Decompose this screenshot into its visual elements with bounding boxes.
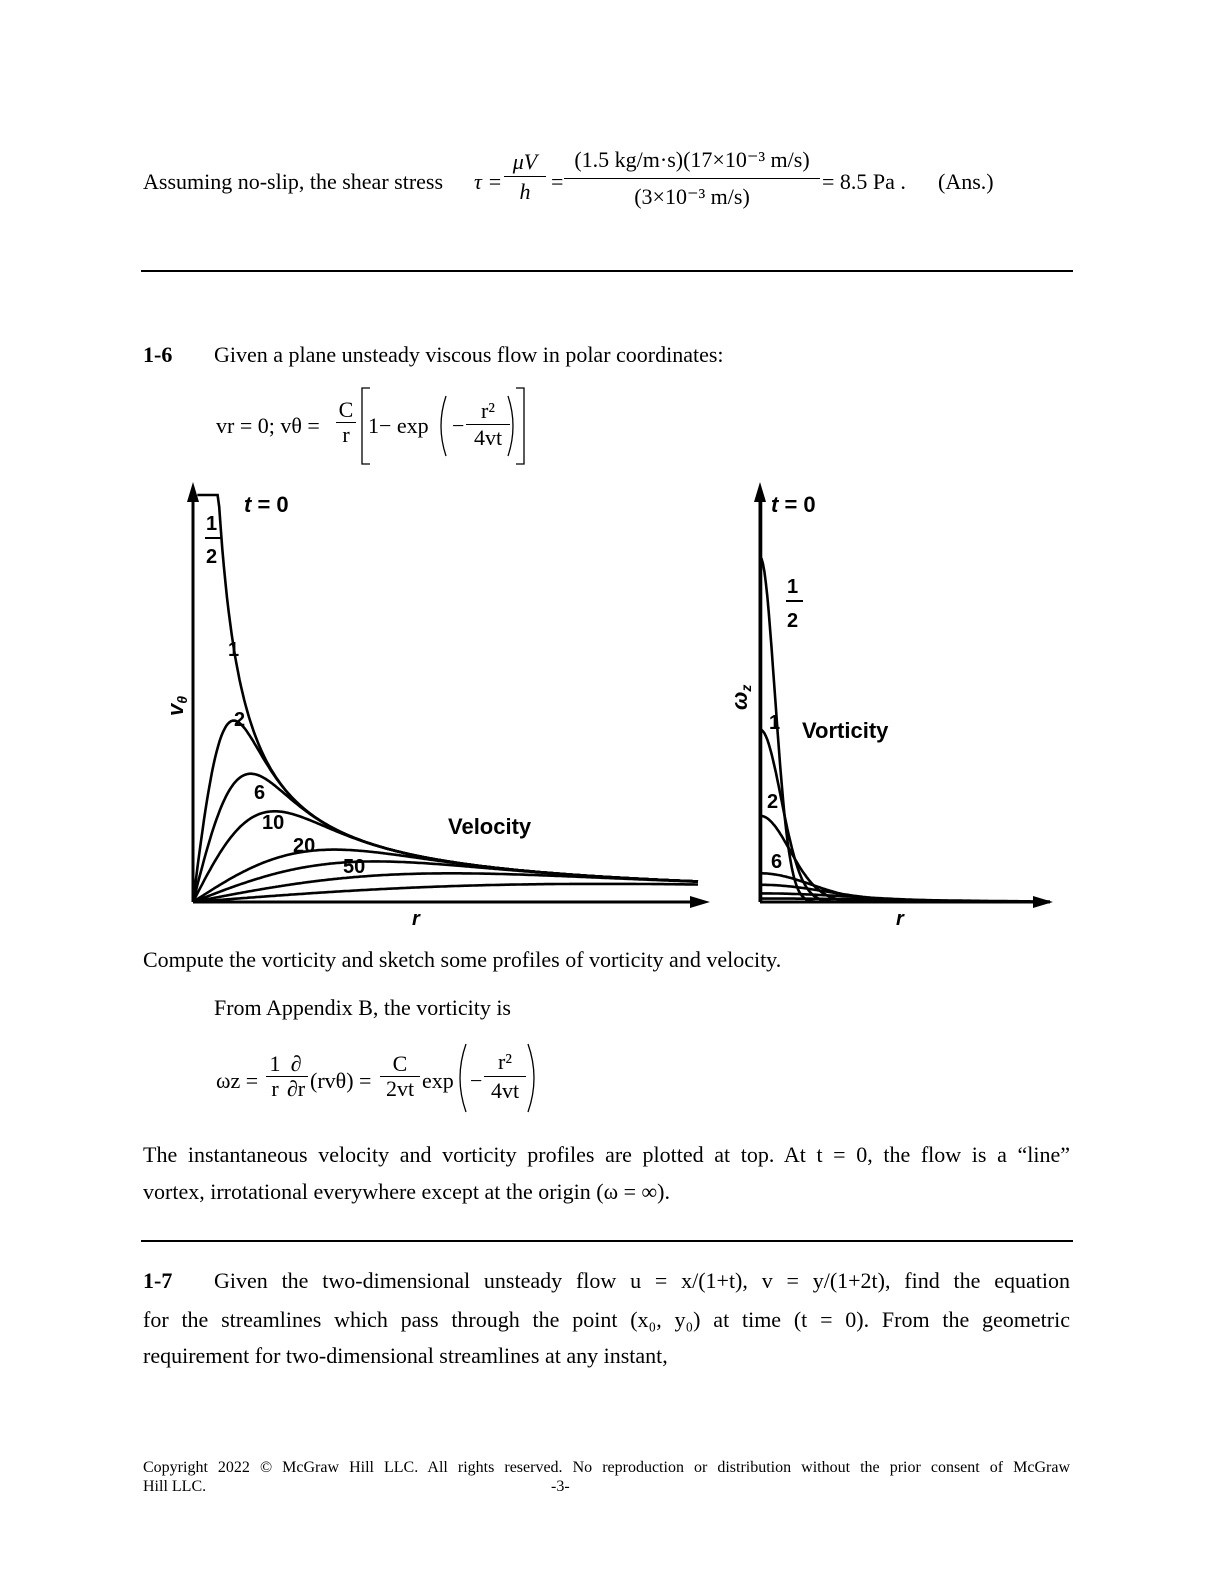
velocity-chart [163, 482, 710, 930]
vorticity-label-1: 1 [769, 712, 781, 734]
problem-1-7-line-1: Given the two-dimensional unsteady flow u = x/(1+t), v = y/(1+2t), find the equation [214, 1268, 1070, 1293]
shear-den-2: (3×10⁻³ m/s) [634, 184, 750, 209]
vorticity-label-2: 2 [767, 791, 779, 813]
velocity-eq-4vt: 4vt [473, 425, 503, 450]
problem-1-7-line-2: for the streamlines which pass through the point (x₀, y₀) at time (t = 0). From the geometric [143, 1307, 1070, 1332]
appendix-text: From Appendix B, the vorticity is [214, 995, 511, 1020]
compute-text: Compute the vorticity and sketch some profiles of vorticity and velocity. [143, 947, 782, 972]
velocity-half-num: 1 [206, 513, 218, 535]
velocity-x-arrow [690, 896, 710, 908]
velocity-eq-r2: r² [466, 398, 510, 425]
vorticity-eq-lhs: ωz = [216, 1068, 259, 1093]
footer-page-number: -3- [551, 1478, 570, 1495]
vorticity-curve-2 [760, 730, 1050, 903]
vorticity-eq-4vt: 4vt [490, 1078, 520, 1103]
vorticity-eq-partial: ∂ [284, 1052, 308, 1077]
velocity-eq-inner: 1− exp [368, 413, 429, 438]
vorticity-eq-r: r [271, 1076, 279, 1101]
velocity-eq-left: vr = 0; vθ = [216, 413, 320, 438]
vorticity-eq-frac-1 [266, 1052, 284, 1101]
vorticity-xlabel: r [896, 908, 904, 930]
vorticity-eq-one: 1 [266, 1052, 284, 1077]
velocity-eq-minus: − [452, 413, 465, 438]
vorticity-eq-dr: ∂r [286, 1076, 306, 1101]
velocity-label-50: 50 [343, 856, 366, 878]
vorticity-eq-paren: (rvθ) = [310, 1068, 372, 1093]
velocity-label-2: 2 [234, 709, 246, 731]
vorticity-eq-minus: − [470, 1068, 483, 1093]
vorticity-equation [216, 1040, 546, 1116]
velocity-eq-r: r [342, 422, 350, 447]
velocity-label-1: 1 [228, 639, 240, 661]
velocity-annotation: Velocity [448, 814, 532, 839]
vorticity-half-num: 1 [787, 576, 799, 598]
velocity-label-6: 6 [254, 782, 266, 804]
vorticity-eq-frac-4 [484, 1048, 526, 1105]
vorticity-eq-r2: r² [484, 1048, 526, 1077]
vorticity-eq-frac-2 [284, 1052, 308, 1101]
velocity-curve-7 [193, 884, 698, 902]
profiles-figure [150, 476, 1070, 936]
vorticity-t0-label: t = 0 [771, 492, 816, 517]
velocity-label-20: 20 [293, 835, 316, 857]
vorticity-annotation: Vorticity [802, 718, 889, 743]
shear-frac-2 [564, 142, 820, 215]
vorticity-label-6: 6 [771, 851, 783, 873]
problem-number-1-7: 1-7 [143, 1268, 173, 1293]
velocity-label-10: 10 [262, 812, 285, 834]
section-divider-1 [141, 270, 1073, 272]
shear-tau: τ = [474, 169, 503, 194]
shear-eq: = [551, 169, 564, 194]
shear-result: = 8.5 Pa . [822, 169, 906, 194]
vorticity-eq-frac-3 [380, 1052, 420, 1101]
velocity-ylabel: vθ [163, 695, 190, 716]
velocity-xlabel: r [412, 908, 420, 930]
footer-copyright-2: Hill LLC. [143, 1478, 207, 1495]
problem-number-1-6: 1-6 [143, 342, 173, 367]
velocity-eq-exp-frac [466, 398, 510, 451]
vorticity-half-den: 2 [787, 610, 799, 632]
vorticity-eq-c: C [380, 1052, 420, 1077]
problem-statement-1-6: Given a plane unsteady viscous flow in polar coordinates: [214, 342, 724, 367]
velocity-t0-label: t = 0 [244, 492, 289, 517]
discussion-line-1: The instantaneous velocity and vorticity profiles are plotted at top. At t = 0, the flow is a “line” [143, 1142, 1070, 1167]
vorticity-eq-exp: exp [422, 1068, 454, 1093]
shear-intro: Assuming no-slip, the shear stress [143, 169, 444, 194]
vorticity-chart [727, 482, 1053, 930]
velocity-eq-c: C [336, 398, 356, 423]
velocity-eq-frac [336, 398, 356, 447]
velocity-y-arrow [187, 482, 199, 502]
velocity-half-den: 2 [206, 546, 218, 568]
shear-ans: (Ans.) [938, 169, 994, 194]
shear-num-2: (1.5 kg/m·s)(17×10⁻³ m/s) [564, 142, 820, 179]
section-divider-2 [141, 1240, 1073, 1242]
problem-1-7-line-3: requirement for two-dimensional streamlines at any instant, [143, 1343, 668, 1368]
shear-den-1: h [519, 179, 531, 204]
vorticity-eq-2vt: 2vt [385, 1076, 415, 1101]
shear-frac-1 [504, 148, 546, 207]
discussion-line-2: vortex, irrotational everywhere except at the origin (ω = ∞). [143, 1179, 670, 1204]
shear-num-1: μV [504, 148, 546, 177]
footer-copyright-1: Copyright 2022 © McGraw Hill LLC. All rights reserved. No reproduction or distribution without the prior consent of McGraw [143, 1459, 1070, 1476]
vorticity-ylabel: ωz [727, 684, 754, 710]
